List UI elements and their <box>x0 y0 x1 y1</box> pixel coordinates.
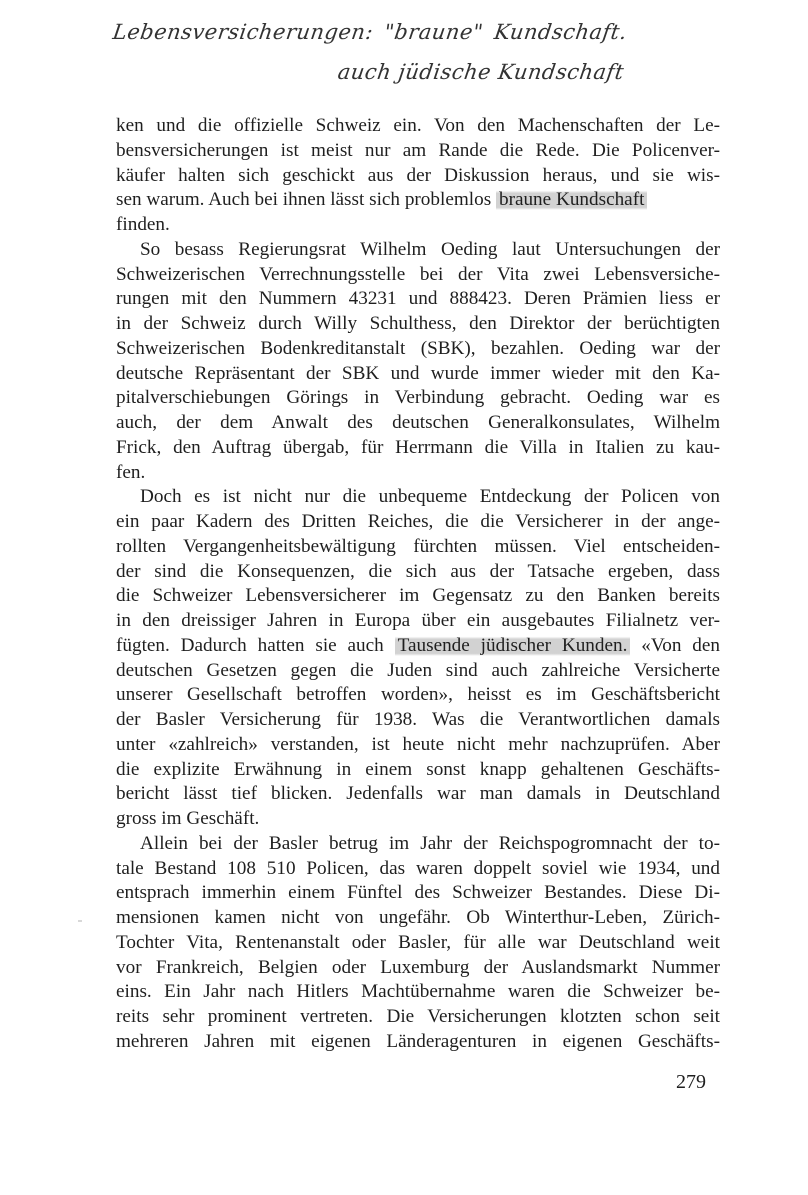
handwritten-annotation-line-2 <box>336 60 625 84</box>
margin-speck <box>78 920 82 922</box>
text-line: reits sehr prominent vertreten. Die Versicherungen klotzten schon seit <box>116 1006 720 1027</box>
text-line: bericht lässt tief blicken. Jedenfalls war man damals in Deutschland <box>116 783 720 805</box>
text-line: mehreren Jahren mit eigenen Länderagenturen in eigenen Geschäfts- <box>116 1030 720 1052</box>
text-line: käufer halten sich geschickt aus der Diskussion heraus, und sie wis- <box>116 164 720 186</box>
text-line: Schweizerischen Bodenkreditanstalt (SBK), bezahlen. Oeding war der <box>116 337 720 359</box>
text-fragment: «Von den <box>630 634 720 656</box>
text-line: pitalverschiebungen Görings in Verbindung gebracht. Oeding war es <box>116 387 720 409</box>
text-line: rollten Vergangenheitsbewältigung fürchten müssen. Viel entscheiden- <box>116 535 720 557</box>
text-line <box>116 188 720 213</box>
text-fragment: sen warum. Auch bei ihnen lässt sich problemlos <box>116 189 496 211</box>
text-line: fen. <box>116 461 146 483</box>
text-line: tale Bestand 108 510 Policen, das waren doppelt soviel wie 1934, und <box>116 857 720 879</box>
annotation-text: Kundschaft. <box>492 20 629 44</box>
text-line: auch, der dem Anwalt des deutschen Generalkonsulates, Wilhelm <box>116 412 720 433</box>
text-line: ken und die offizielle Schweiz ein. Von den Machenschaften der Le- <box>116 115 720 136</box>
text-fragment: fügten. Dadurch hatten sie auch <box>116 634 395 656</box>
body-text <box>116 114 720 1055</box>
text-line: Tochter Vita, Rentenanstalt oder Basler, für alle war Deutschland weit <box>116 931 720 953</box>
text-line: Schweizerischen Verrechnungsstelle bei der Vita zwei Lebensversiche- <box>116 263 720 285</box>
text-line: finden. <box>116 214 170 235</box>
text-line <box>116 634 720 659</box>
text-line: die explizite Erwähnung in einem sonst knapp gehaltenen Geschäfts- <box>116 758 720 780</box>
text-line: Allein bei der Basler betrug im Jahr der Reichspogromnacht der to- <box>140 832 720 854</box>
text-line: bensversicherungen ist meist nur am Rande die Rede. Die Policenver- <box>116 139 720 161</box>
text-line: in den dreissiger Jahren in Europa über ein ausgebautes Filialnetz ver- <box>116 610 720 631</box>
text-line: deutschen Gesetzen gegen die Juden sind auch zahlreiche Versicherte <box>116 659 720 681</box>
text-line: Frick, den Auftrag übergab, für Herrmann die Villa in Italien zu kau- <box>116 436 720 458</box>
annotation-text: auch jüdische Kundschaft <box>336 60 626 84</box>
text-line: die Schweizer Lebensversicherer im Gegensatz zu den Banken bereits <box>116 585 720 607</box>
text-line: der sind die Konsequenzen, die sich aus der Tatsache ergeben, dass <box>116 560 720 582</box>
text-line: Doch es ist nicht nur die unbequeme Entdeckung der Policen von <box>140 486 720 508</box>
text-line: vor Frankreich, Belgien oder Luxemburg der Auslandsmarkt Nummer <box>116 956 720 978</box>
text-line: in der Schweiz durch Willy Schulthess, den Direktor der berüchtigten <box>116 313 720 334</box>
highlighted-text: Tausende jüdischer Kunden. <box>395 635 631 656</box>
text-line: rungen mit den Nummern 43231 und 888423. Deren Prämien liess er <box>116 288 720 310</box>
text-line: mensionen kamen nicht von ungefähr. Ob Winterthur-Leben, Zürich- <box>116 907 720 928</box>
annotation-text: Lebensversicherungen: <box>111 20 375 44</box>
highlighted-text: braune Kundschaft <box>496 189 647 210</box>
text-line: gross im Geschäft. <box>116 808 260 829</box>
annotation-quoted: "braune" <box>382 20 485 44</box>
text-line: unter «zahlreich» verstanden, ist heute nicht mehr nachzuprüfen. Aber <box>116 733 720 755</box>
text-line: unserer Gesellschaft betroffen worden», heisst es im Geschäftsbericht <box>116 684 720 706</box>
text-line: eins. Ein Jahr nach Hitlers Machtübernahme waren die Schweizer be- <box>116 981 720 1003</box>
handwritten-annotation-line-1 <box>111 20 628 44</box>
text-line: der Basler Versicherung für 1938. Was die Verantwortlichen damals <box>116 709 720 730</box>
text-line: entsprach immerhin einem Fünftel des Schweizer Bestandes. Diese Di- <box>116 882 720 904</box>
page-number: 279 <box>676 1071 706 1093</box>
text-line: deutsche Repräsentant der SBK und wurde immer wieder mit den Ka- <box>116 362 720 384</box>
text-line: ein paar Kadern des Dritten Reiches, die die Versicherer in der ange- <box>116 511 720 532</box>
text-line: So besass Regierungsrat Wilhelm Oeding laut Untersuchungen der <box>140 238 720 260</box>
